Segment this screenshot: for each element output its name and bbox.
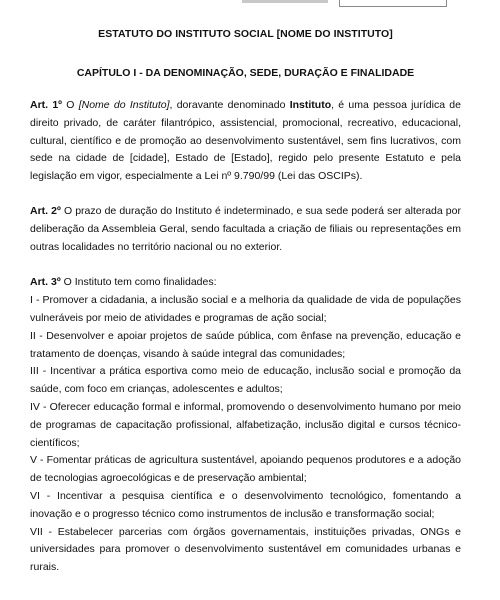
article-1-name-placeholder: [Nome do Instituto] xyxy=(78,99,170,111)
document-title: ESTATUTO DO INSTITUTO SOCIAL [NOME DO INSTITUTO] xyxy=(98,28,393,40)
chapter-heading: CAPÍTULO I - DA DENOMINAÇÃO, SEDE, DURAÇÃO E FINALIDADE xyxy=(76,67,415,79)
article-3-item-iii: III - Incentivar a prática esportiva como meio de educação, inclusão social e promoção da saúde, com foco em crianças, adolescentes e adultos; xyxy=(30,365,461,396)
article-1-pre: O xyxy=(62,99,79,111)
article-3-item-vi: VI - Incentivar a pesquisa científica e o desenvolvimento tecnológico, fomentando a inovação e o progresso técnico como instrumentos de inclusão e transformação social; xyxy=(30,489,461,520)
document-page xyxy=(30,27,461,577)
article-1-label: Art. 1º xyxy=(30,99,63,111)
article-3-item-iv: IV - Oferecer educação formal e informal, promovendo o desenvolvimento humano por meio de programas de capacitação profissional, alfabetização, inclusão digital e cursos técnico-científicos; xyxy=(30,400,461,449)
article-3-item-i: I - Promover a cidadania, a inclusão social e a melhoria da qualidade de vida de populações vulneráveis por meio de atividades e programas de ação social; xyxy=(30,294,461,324)
article-2-text: O prazo de duração do Instituto é indeterminado, e sua sede poderá ser alterada por deliberação da Assembleia Geral, sendo facultada a criação de filiais ou representações em outras localidades no território nacional ou no exterior. xyxy=(30,205,461,254)
header-box xyxy=(339,0,447,7)
article-1-mid: , doravante denominado xyxy=(169,99,290,111)
article-3-text: O Instituto tem como finalidades: xyxy=(60,276,217,289)
top-edge-strip xyxy=(0,0,500,8)
article-2-label: Art. 2º xyxy=(30,205,61,218)
faded-header-text xyxy=(242,0,328,3)
article-3-item-v: V - Fomentar práticas de agricultura sustentável, apoiando pequenos produtores e a adoção de tecnologias agroecológicas e de preservação ambiental; xyxy=(30,454,461,485)
article-2 xyxy=(30,203,461,256)
article-1 xyxy=(30,97,461,186)
article-3 xyxy=(30,274,461,292)
article-3-label: Art. 3º xyxy=(30,276,61,289)
article-1-term: Instituto xyxy=(289,99,332,111)
article-1-text: , é uma pessoa jurídica de direito privado, de caráter filantrópico, assistencial, promocional, recreativo, educacional, cultural, científico e de promoção ao desenvolvimento sustentável, sem fins lucrativos, com sede na cidade de [cidade], Estado de [Estado], regido pelo presente Estatuto e pela legislação em vigor, especialmente a Lei nº 9.790/99 (Lei das OSCIPs). xyxy=(30,99,461,183)
article-3-item-ii: II - Desenvolver e apoiar projetos de saúde pública, com ênfase na prevenção, educação e tratamento de doenças, visando à saúde integral das comunidades; xyxy=(30,329,461,360)
article-3-item-vii: VII - Estabelecer parcerias com órgãos governamentais, instituições privadas, ONGs e universidades para promover o desenvolvimento sustentável em comunidades urbanas e rurais. xyxy=(30,525,461,574)
